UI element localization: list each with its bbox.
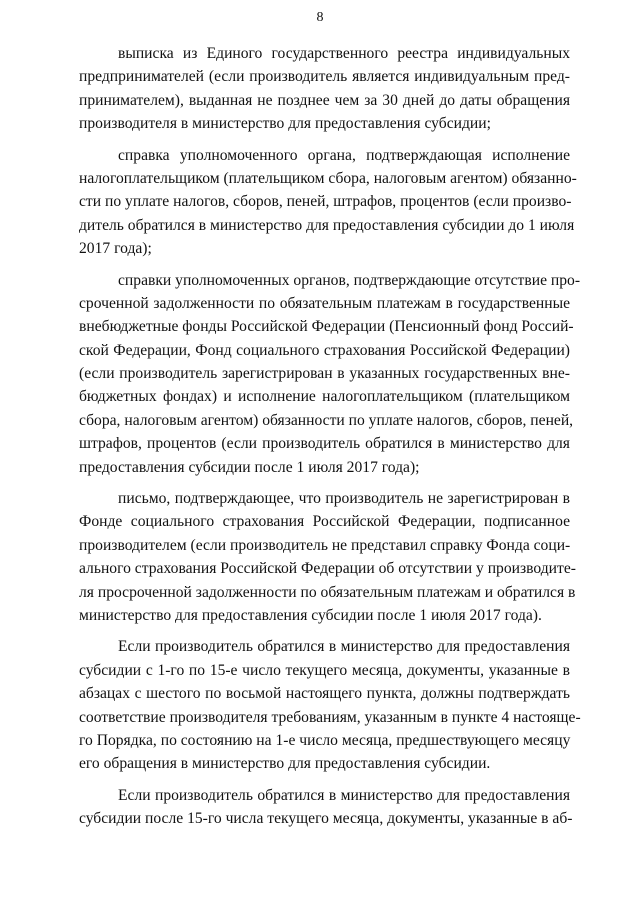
text-line: письмо, подтверждающее, что производитель не зарегистрирован в [118,490,570,508]
text-line: ального страхования Российской Федерации об отсутствии у производите- [79,560,576,578]
paragraph [79,784,573,831]
text-line: предоставления субсидии после 1 июля 2017 года); [79,458,420,476]
text-line: абзацах с шестого по восьмой настоящего пункта, должны подтверждать [79,685,570,703]
text-line: производителя в министерство для предоставления субсидии; [79,115,491,133]
text-line: выписка из Единого государственного реестра индивидуальных [118,45,570,62]
text-line: бюджетных фондах) и исполнение налогоплательщиком (плательщиком [79,388,570,406]
text-line: (если производитель зарегистрирован в указанных государственных вне- [79,365,570,383]
paragraph [79,144,577,261]
text-line: Фонде социального страхования Российской Федерации, подписанное [79,513,570,531]
text-line: Если производитель обратился в министерство для предоставления [118,786,570,804]
document-body [79,42,581,831]
text-line: соответствие производителя требованиям, указанным в пункте 4 настояще- [79,708,581,726]
page-number: 8 [316,10,324,25]
text-line: его обращения в министерство для предоставления субсидии. [79,755,491,773]
text-line: производителем (если производитель не представил справку Фонда соци- [79,536,571,554]
text-line: сроченной задолженности по обязательным платежам в государственные [79,294,570,312]
text-line: справки уполномоченных органов, подтверждающие отсутствие про- [118,271,581,289]
text-line: ля просроченной задолженности по обязательным платежам и обратился в [79,583,576,601]
text-line: предпринимателей (если производитель является индивидуальным пред- [79,68,570,86]
text-line: дитель обратился в министерство для предоставления субсидии до 1 июля [79,216,575,234]
paragraph [79,269,581,480]
paragraph [79,487,576,627]
text-line: субсидии с 1-го по 15-е число текущего месяца, документы, указанные в [79,661,570,679]
text-line: го Порядка, по состоянию на 1-е число месяца, предшествующего месяцу [79,731,571,749]
paragraph [79,635,581,775]
text-line: внебюджетные фонды Российской Федерации (Пенсионный фонд Россий- [79,318,574,336]
text-line: 2017 года); [79,240,152,258]
text-line: ской Федерации, Фонд социального страхования Российской Федерации) [79,341,570,359]
text-line: субсидии после 15-го числа текущего месяца, документы, указанные в аб- [79,810,573,828]
text-line: принимателем), выданная не позднее чем за 30 дней до даты обращения [79,91,570,109]
text-line: налогоплательщиком (плательщиком сбора, налоговым агентом) обязанно- [79,169,577,187]
paragraph [79,42,570,136]
text-line: штрафов, процентов (если производитель обратился в министерство для [79,435,570,453]
text-line: Если производитель обратился в министерство для предоставления [118,638,570,656]
text-line: справка уполномоченного органа, подтверждающая исполнение [118,146,570,164]
text-line: сбора, налоговым агентом) обязанности по уплате налогов, сборов, пеней, [79,411,574,429]
text-line: министерство для предоставления субсидии после 1 июля 2017 года). [79,606,542,624]
text-line: сти по уплате налогов, сборов, пеней, штрафов, процентов (если произво- [79,193,572,211]
